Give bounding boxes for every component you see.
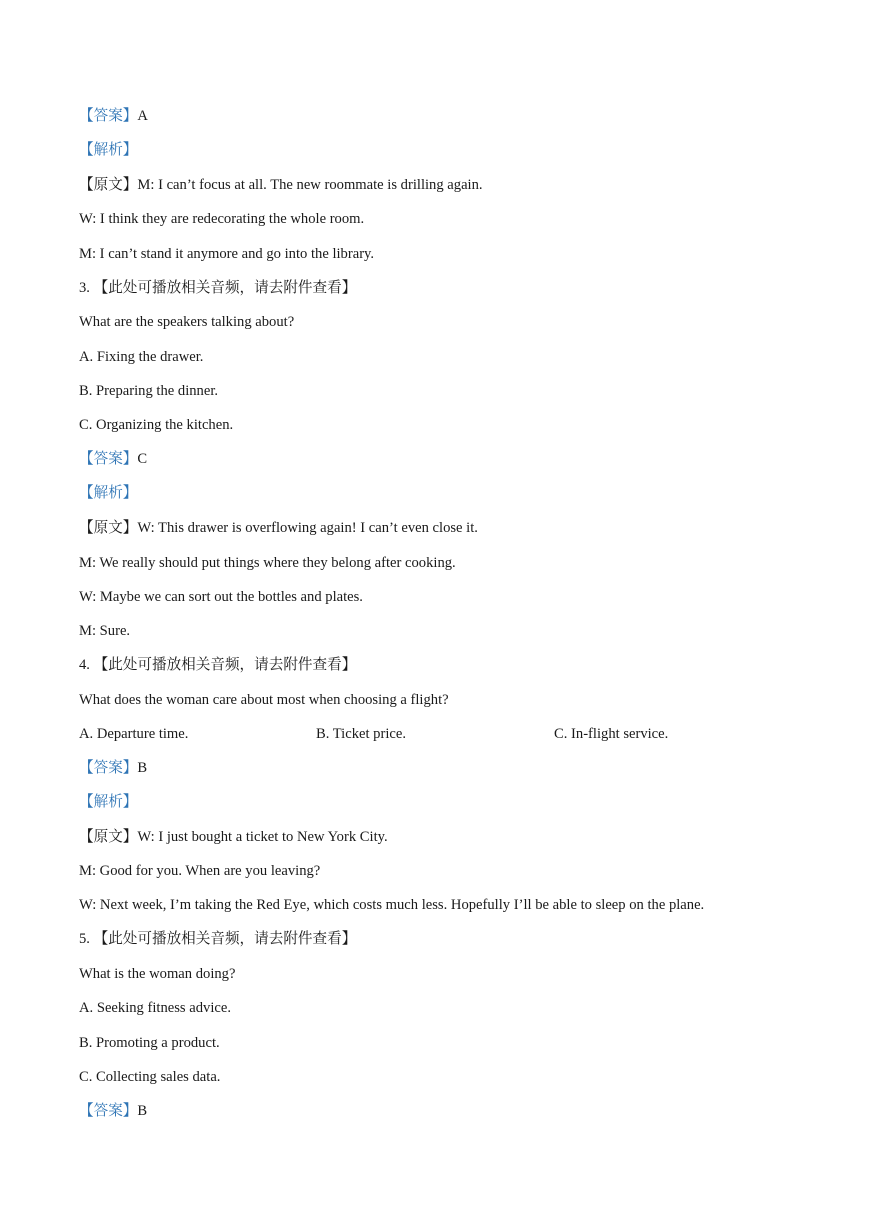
analysis-label-q2: 【解析】: [79, 142, 138, 158]
option-c-q3: C. Organizing the kitchen.: [79, 417, 234, 433]
option-c-q5: C. Collecting sales data.: [79, 1069, 221, 1085]
option-c-q4: C. In-flight service.: [554, 726, 669, 742]
answer-line-q4: [79, 758, 147, 778]
audio-note: 【此处可播放相关音频，请去附件查看】: [93, 280, 357, 296]
transcript-line: 【原文】M: I can’t focus at all. The new roommate is drilling again.: [79, 177, 483, 193]
audio-note: 【此处可播放相关音频，请去附件查看】: [93, 931, 357, 947]
original-label: 【原文】: [79, 520, 138, 536]
question-header-q5: [79, 929, 356, 949]
transcript-line: W: I think they are redecorating the whole room.: [79, 211, 365, 227]
question-text-q4: What does the woman care about most when choosing a flight?: [79, 692, 449, 708]
transcript-line: W: Next week, I’m taking the Red Eye, which costs much less. Hopefully I’ll be able to sleep on the plane.: [79, 897, 705, 913]
option-a-q5: A. Seeking fitness advice.: [79, 1000, 231, 1016]
question-number: 3.: [79, 280, 90, 296]
transcript-line: 【原文】W: I just bought a ticket to New York City.: [79, 829, 388, 845]
answer-value: C: [137, 451, 148, 467]
transcript-line: W: Maybe we can sort out the bottles and plates.: [79, 589, 363, 605]
answer-label: 【答案】: [79, 1103, 138, 1119]
option-a-q4: A. Departure time.: [79, 726, 189, 742]
option-b-q4: B. Ticket price.: [316, 726, 406, 742]
option-b-q5: B. Promoting a product.: [79, 1035, 220, 1051]
answer-value: B: [137, 760, 148, 776]
audio-note: 【此处可播放相关音频，请去附件查看】: [93, 657, 357, 673]
question-number: 5.: [79, 931, 90, 947]
option-b-q3: B. Preparing the dinner.: [79, 383, 219, 399]
analysis-label-q4: 【解析】: [79, 794, 138, 810]
question-text-q3: What are the speakers talking about?: [79, 314, 295, 330]
answer-line-q5: [79, 1101, 147, 1121]
question-header-q4: [79, 655, 356, 675]
original-label: 【原文】: [79, 177, 138, 193]
analysis-label-q3: 【解析】: [79, 485, 138, 501]
question-header-q3: [79, 278, 356, 298]
answer-label: 【答案】: [79, 108, 138, 124]
answer-line-q3: [79, 449, 147, 469]
transcript-line: M: We really should put things where they belong after cooking.: [79, 555, 456, 571]
answer-label: 【答案】: [79, 760, 138, 776]
option-a-q3: A. Fixing the drawer.: [79, 349, 204, 365]
answer-label: 【答案】: [79, 451, 138, 467]
transcript-line: 【原文】W: This drawer is overflowing again! I can’t even close it.: [79, 520, 478, 536]
answer-value: B: [137, 1103, 148, 1119]
question-number: 4.: [79, 657, 90, 673]
original-label: 【原文】: [79, 829, 138, 845]
transcript-line: M: Good for you. When are you leaving?: [79, 863, 321, 879]
transcript-line: M: Sure.: [79, 623, 131, 639]
answer-value: A: [137, 108, 148, 124]
answer-line-q2: [79, 106, 148, 126]
transcript-line: M: I can’t stand it anymore and go into the library.: [79, 246, 375, 262]
question-text-q5: What is the woman doing?: [79, 966, 236, 982]
